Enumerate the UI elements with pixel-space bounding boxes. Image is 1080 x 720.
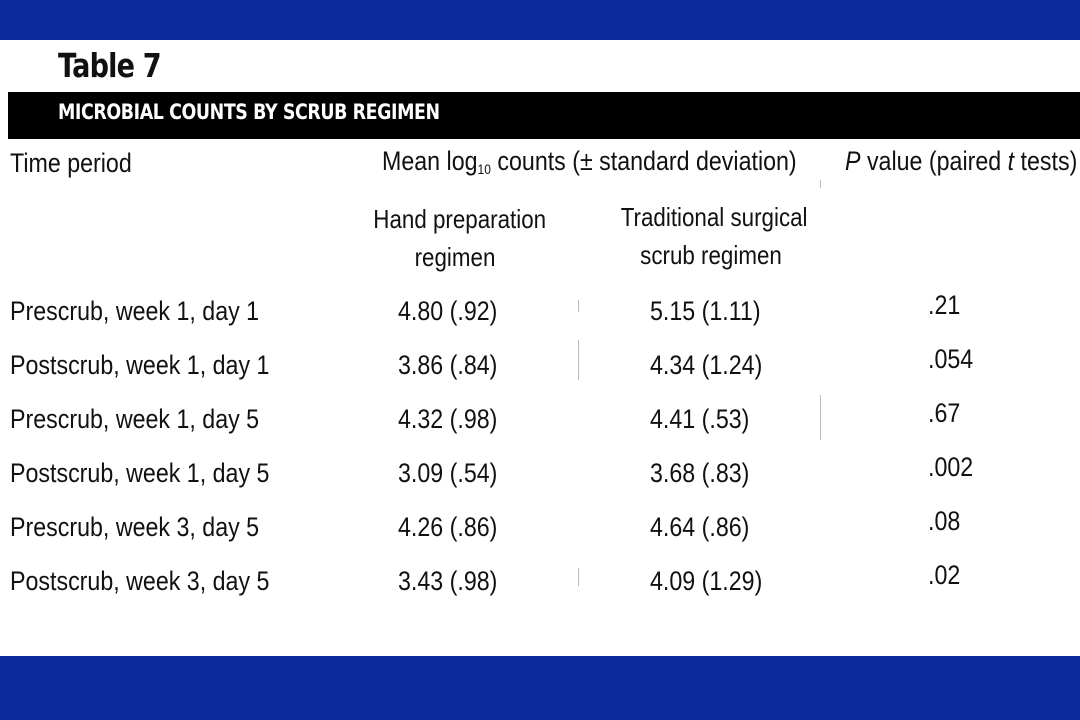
header-p-t: t (1007, 146, 1015, 176)
cell-hand-regimen: 4.32 (.98) (398, 404, 498, 434)
header-traditional-scrub (606, 198, 816, 274)
header-trad-line2: scrub regimen (640, 240, 782, 270)
cell-p-value: .21 (928, 290, 961, 320)
header-mean-counts (382, 146, 797, 177)
cell-time-period: Postscrub, week 1, day 1 (10, 350, 270, 380)
cell-p-value: .08 (928, 506, 961, 536)
cell-time-period: Prescrub, week 1, day 5 (10, 404, 260, 434)
header-mean-suffix: counts (± standard deviation) (490, 146, 797, 176)
cell-hand-regimen: 4.26 (.86) (398, 512, 498, 542)
header-trad-line1: Traditional surgical (620, 202, 808, 232)
table-row (0, 398, 1080, 452)
cell-p-value: .67 (928, 398, 961, 428)
cell-traditional-regimen: 5.15 (1.11) (650, 296, 761, 326)
table-body (0, 290, 1080, 614)
header-p-letter: P (845, 146, 861, 176)
table-row (0, 290, 1080, 344)
cell-time-period: Prescrub, week 1, day 1 (10, 296, 260, 326)
header-hand-preparation (360, 200, 550, 276)
cell-hand-regimen: 3.86 (.84) (398, 350, 498, 380)
cell-traditional-regimen: 4.41 (.53) (650, 404, 750, 434)
cell-hand-regimen: 3.09 (.54) (398, 458, 498, 488)
table-title: Table 7 (58, 46, 161, 85)
table-row (0, 344, 1080, 398)
table-row (0, 560, 1080, 614)
header-mean-subscript: 10 (477, 161, 491, 177)
cell-p-value: .002 (928, 452, 974, 482)
cell-time-period: Prescrub, week 3, day 5 (10, 512, 260, 542)
header-p-mid: value (paired (860, 146, 1008, 176)
cell-hand-regimen: 4.80 (.92) (398, 296, 498, 326)
scan-mark (820, 180, 821, 188)
top-blue-band (0, 0, 1080, 40)
header-time-period: Time period (10, 148, 132, 178)
header-p-end: tests) (1014, 146, 1078, 176)
table-row (0, 452, 1080, 506)
header-hand-line1: Hand preparation (373, 204, 547, 234)
cell-p-value: .02 (928, 560, 961, 590)
cell-time-period: Postscrub, week 3, day 5 (10, 566, 270, 596)
cell-traditional-regimen: 4.34 (1.24) (650, 350, 763, 380)
bottom-blue-band (0, 656, 1080, 720)
table-row (0, 506, 1080, 560)
table-subtitle: MICROBIAL COUNTS BY SCRUB REGIMEN (58, 100, 440, 124)
cell-p-value: .054 (928, 344, 974, 374)
header-hand-line2: regimen (414, 242, 496, 272)
cell-hand-regimen: 3.43 (.98) (398, 566, 498, 596)
header-mean-prefix: Mean log (382, 146, 478, 176)
cell-traditional-regimen: 4.09 (1.29) (650, 566, 763, 596)
cell-time-period: Postscrub, week 1, day 5 (10, 458, 270, 488)
subtitle-bar (8, 92, 1080, 139)
cell-traditional-regimen: 4.64 (.86) (650, 512, 750, 542)
cell-traditional-regimen: 3.68 (.83) (650, 458, 750, 488)
header-p-value (845, 146, 1077, 177)
